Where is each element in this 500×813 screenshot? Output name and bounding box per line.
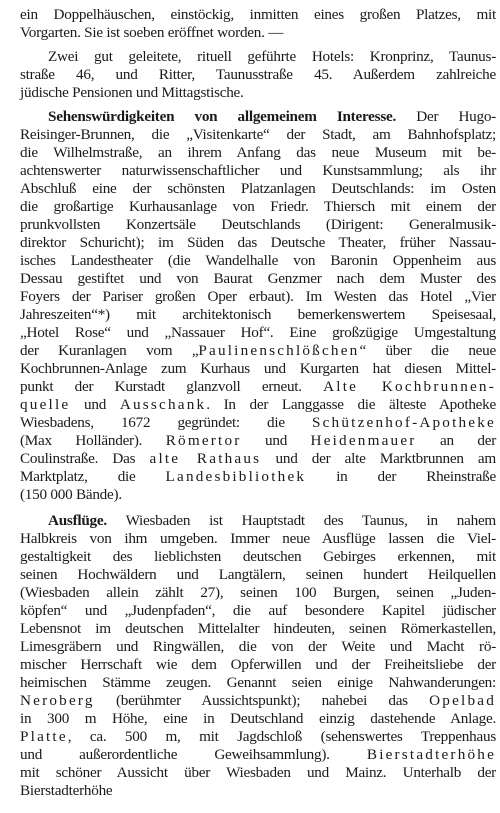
text-line: Sehenswürdigkeiten von allgemeinem Interesse. Der Hugo- [48,108,496,125]
text-line: direktor Schuricht); im Süden das Deutsche Theater, früher Nassau- [20,234,496,251]
text-line: gestaltigkeit des lieblichsten deutschen Gebirges erkennen, mit [20,548,496,565]
text-line: Platte, ca. 500 m, mit Jagdschloß (sehenswertes Treppenhaus [20,728,496,745]
text-line: die Wilhelmstraße, an ihrem Anfang das neue Museum mit be- [20,144,496,161]
text-line: Neroberg (berühmter Aussichtspunkt); nahebei das Opelbad [20,692,496,709]
text-line: Foyers der Pariser großen Oper erbaut). Im Westen das Hotel „Vier [20,288,496,305]
text-line: prunkvollsten Konzertsäle Deutschlands (Dirigent: Generalmusik- [20,216,496,233]
text-line: und außerordentliche Geweihsammlung). Bierstadterhöhe [20,746,497,763]
text-line: heimischen Stämme zeugen. Genannt seien einige Nahwanderungen: [20,674,496,691]
text-line: seinen Hochwäldern und Langtälern, seinen hundert Heilquellen [20,566,496,583]
text-line: in 300 m Höhe, eine in Deutschland einzig dastehende Anlage. [20,710,496,727]
text-line: punkt der Kurstadt glanzvoll erneut. Alte Kochbrunnen- [20,378,496,395]
text-line: Reisinger-Brunnen, die „Visitenkarte“ der Stadt, am Bahnhofsplatz; [20,126,496,143]
text-line: quelle und Ausschank. In der Langgasse die älteste Apotheke [20,396,497,413]
text-line: isches Landestheater (die Wandelhalle von Baronin Oppenheim aus [20,252,496,269]
text-line: mit schöner Aussicht über Wiesbaden und Mainz. Unterhalb der [20,764,496,781]
text-line: Limesgräbern und Ringwällen, die von der Weite und Macht rö- [20,638,496,655]
text-line: Vorgarten. Sie ist soeben eröffnet worden. — [20,24,284,41]
text-line: straße 46, und Ritter, Taunusstraße 45. Außerdem zahlreiche [20,66,496,83]
text-line: die großartige Kurhausanlage von Friedr. Thiersch mit einem der [20,198,496,215]
text-line: Lebensnot im deutschen Mittelalter hindeuten, seinen Römerkastellen, [20,620,496,637]
section-heading-sights: Sehenswürdigkeiten von allgemeinem Interesse. [48,108,397,125]
text-line: Wiesbadens, 1672 gegründet: die Schützenhof-Apotheke [20,414,496,431]
text-line: Abschluß eine der schönsten Platzanlagen Deutschlands: im Osten [20,180,496,197]
text-line: Bierstadterhöhe [20,782,113,799]
text-line: Zwei gut geleitete, rituell geführte Hotels: Kronprinz, Taunus- [48,48,496,65]
text-line: Kochbrunnen-Anlage zum Kurhaus und Kurgarten hat diesen Mittel- [20,360,496,377]
text-line: „Hotel Rose“ und „Nassauer Hof“. Eine großzügige Umgestaltung [20,324,496,341]
text-line: Jahreszeiten“*) mit architektonisch bemerkenswertem Speisesaal, [20,306,496,323]
text-line: Ausflüge. Wiesbaden ist Hauptstadt des Taunus, in nahem [48,512,496,529]
text-line: ein Doppelhäuschen, einstöckig, inmitten eines großen Platzes, mit [20,6,496,23]
text-line: Dessau gestiftet und von Baurat Genzmer nach dem Muster des [20,270,496,287]
section-heading-excursions: Ausflüge. [48,512,107,529]
text-line: achtenswerter naturwissenschaftlicher und Kunstsammlung; als ihr [20,162,496,179]
text-line: (150 000 Bände). [20,486,122,503]
text-line: (Max Holländer). Römertor und Heidenmauer an der [20,432,496,449]
text-line: der Kuranlagen vom „Paulinenschlößchen“ über die neue [20,342,497,359]
text-line: jüdische Pensionen und Mittagstische. [20,84,244,101]
text-line: köpfen“ und „Judenpfaden“, die auf besondere Kapitel jüdischer [20,602,496,619]
text-line: (Wiesbaden allein zählt 27), seinen 100 Burgen, seinen „Juden- [20,584,496,601]
text-line: Coulinstraße. Das alte Rathaus und der alte Marktbrunnen am [20,450,496,467]
text-line: Halbkreis von ihm umgeben. Immer neue Ausflüge lassen die Viel- [20,530,496,547]
text-line: mischer Herrschaft wie dem Opferwillen und der Freiheitsliebe der [20,656,496,673]
text-line: Marktplatz, die Landesbibliothek in der Rheinstraße [20,468,496,485]
